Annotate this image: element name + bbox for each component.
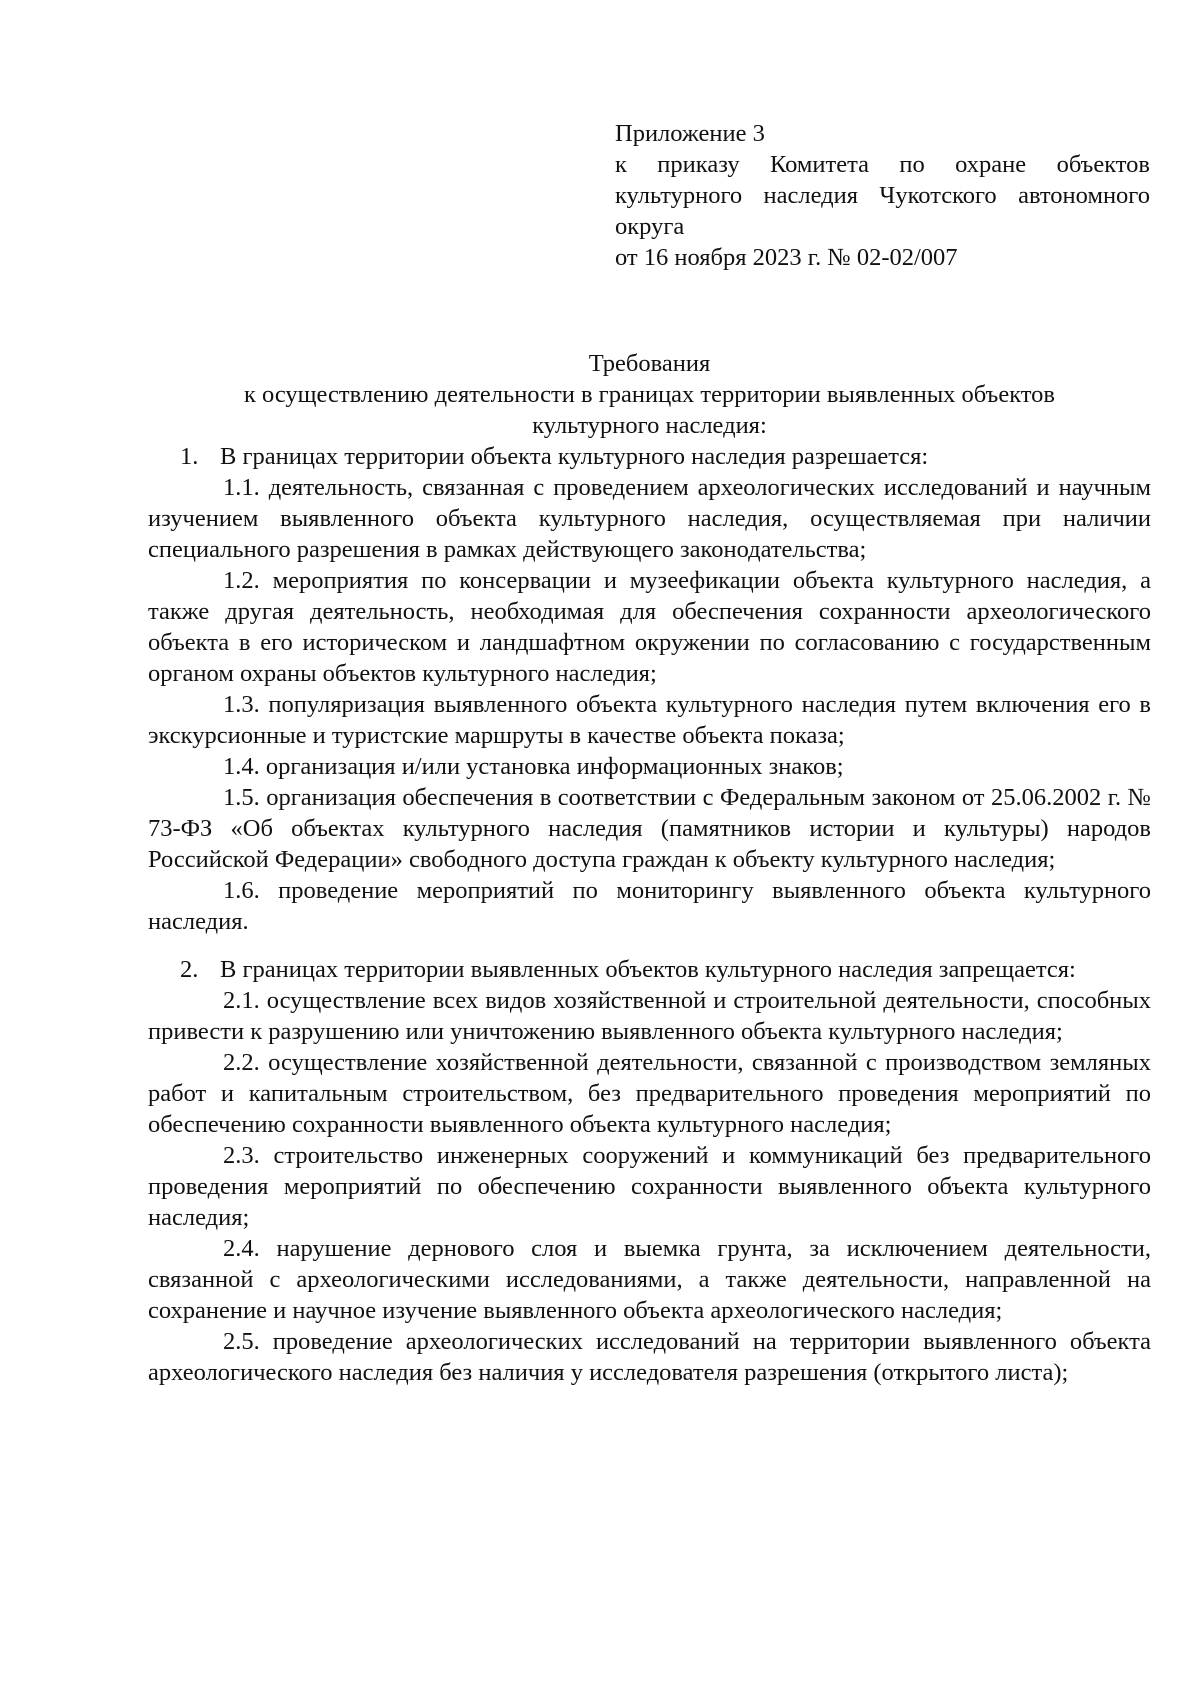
section-2-heading-text: В границах территории выявленных объектов культурного наследия запрещается: — [220, 956, 1076, 983]
clause-1-4: 1.4. организация и/или установка информационных знаков; — [223, 753, 844, 780]
title-line-3: культурного наследия: — [532, 412, 767, 439]
appendix-order-date: от 16 ноября 2023 г. № 02-02/007 — [615, 244, 958, 271]
clause-2-4: 2.4. нарушение дернового слоя и выемка грунта, за исключением деятельности, связанной с археологическими исследованиями, а также деятельности, направленной на сохранение и научное изучение выявленного объекта археологического наследия; — [148, 1235, 1151, 1324]
section-1-number: 1. — [180, 443, 199, 470]
clause-2-3: 2.3. строительство инженерных сооружений и коммуникаций без предварительного проведения мероприятий по обеспечению сохранности выявленного объекта культурного наследия; — [148, 1142, 1151, 1231]
section-2 — [148, 954, 1151, 1388]
section-2-heading — [148, 954, 1151, 985]
appendix-order-reference: к приказу Комитета по охране объектов культурного наследия Чукотского автономного округа — [615, 151, 1150, 240]
clause-2-1: 2.1. осуществление всех видов хозяйственной и строительной деятельности, способных привести к разрушению или уничтожению выявленного объекта культурного наследия; — [148, 987, 1151, 1045]
clause-2-2: 2.2. осуществление хозяйственной деятельности, связанной с производством земляных работ и капитальным строительством, без предварительного проведения мероприятий по обеспечению сохранности выявленного объекта культурного наследия; — [148, 1049, 1151, 1138]
title-line-1: Требования — [588, 350, 711, 377]
section-1 — [148, 441, 1151, 937]
section-2-number: 2. — [180, 956, 199, 983]
section-1-heading — [148, 441, 1151, 472]
title-line-2: к осуществлению деятельности в границах территории выявленных объектов — [243, 381, 1055, 408]
clause-2-5: 2.5. проведение археологических исследований на территории выявленного объекта археологического наследия без наличия у исследователя разрешения (открытого листа); — [148, 1328, 1151, 1386]
clause-1-6: 1.6. проведение мероприятий по мониторингу выявленного объекта культурного наследия. — [148, 877, 1151, 935]
clause-1-5: 1.5. организация обеспечения в соответствии с Федеральным законом от 25.06.2002 г. № 73-ФЗ «Об объектах культурного наследия (памятников истории и культуры) народов Российской Федерации» свободного доступа граждан к объекту культурного наследия; — [148, 784, 1151, 873]
document-title — [148, 348, 1151, 441]
clause-1-1: 1.1. деятельность, связанная с проведением археологических исследований и научным изучением выявленного объекта культурного наследия, осуществляемая при наличии специального разрешения в рамках действующего законодательства; — [148, 474, 1151, 563]
section-1-heading-text: В границах территории объекта культурного наследия разрешается: — [220, 443, 929, 470]
appendix-header — [615, 118, 1150, 273]
clause-1-3: 1.3. популяризация выявленного объекта культурного наследия путем включения его в экскурсионные и туристские маршруты в качестве объекта показа; — [148, 691, 1151, 749]
clause-1-2: 1.2. мероприятия по консервации и музеефикации объекта культурного наследия, а также другая деятельность, необходимая для обеспечения сохранности археологического объекта в его историческом и ландшафтном окружении по согласованию с государственным органом охраны объектов культурного наследия; — [148, 567, 1151, 687]
appendix-number: Приложение 3 — [615, 120, 765, 147]
